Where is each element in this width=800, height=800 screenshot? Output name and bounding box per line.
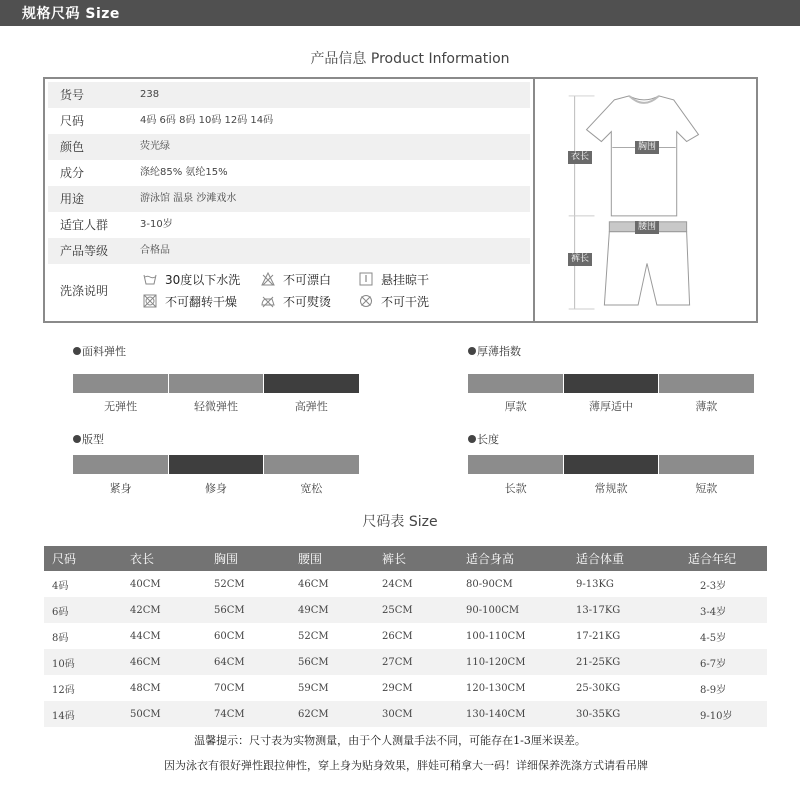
attr-option: 宽松 bbox=[300, 482, 323, 495]
table-row bbox=[44, 571, 767, 597]
info-row-age-group bbox=[48, 212, 530, 238]
wash-item: 不可干洗 bbox=[359, 293, 429, 311]
attr-title: 面料弹性 bbox=[82, 345, 126, 358]
wash-item: 30度以下水洗 bbox=[143, 271, 240, 289]
attr-option: 无弹性 bbox=[104, 400, 138, 413]
attr-option: 长款 bbox=[504, 482, 527, 495]
cell-chest: 52CM bbox=[214, 578, 245, 590]
attr-segment-active bbox=[169, 455, 264, 474]
no-iron-icon bbox=[261, 294, 275, 308]
cell-height: 130-140CM bbox=[462, 701, 572, 727]
info-value: 涤纶85% 氨纶15% bbox=[140, 167, 228, 178]
info-value: 4码 6码 8码 10码 12码 14码 bbox=[140, 115, 274, 126]
cell-height: 80-90CM bbox=[466, 578, 513, 590]
attr-scale bbox=[468, 455, 754, 474]
cell-age: 6-7岁 bbox=[682, 649, 767, 675]
attr-option: 高弹性 bbox=[294, 400, 328, 413]
cell-pants-length: 24CM bbox=[382, 578, 413, 590]
cell-top-length: 46CM bbox=[126, 649, 210, 675]
attr-segment-active bbox=[564, 455, 659, 474]
info-value: 荧光绿 bbox=[140, 141, 170, 152]
info-value: 游泳馆 温泉 沙滩戏水 bbox=[140, 193, 237, 204]
cell-weight: 25-30KG bbox=[576, 682, 621, 694]
column-header: 裤长 bbox=[378, 546, 462, 571]
attr-option: 薄厚适中 bbox=[588, 400, 633, 413]
attr-segment-active bbox=[564, 374, 659, 393]
attr-option: 修身 bbox=[204, 482, 227, 495]
attr-scale bbox=[73, 374, 359, 393]
attr-scale bbox=[468, 374, 754, 393]
cell-weight: 30-35KG bbox=[572, 701, 682, 727]
info-label: 适宜人群 bbox=[60, 218, 109, 232]
cell-age: 4-5岁 bbox=[700, 632, 727, 644]
info-label: 尺码 bbox=[60, 114, 85, 128]
cell-weight: 13-17KG bbox=[572, 597, 682, 623]
info-row-usage bbox=[48, 186, 530, 212]
attr-segment bbox=[659, 455, 754, 474]
cell-height: 100-110CM bbox=[466, 630, 526, 642]
bullet-icon bbox=[468, 435, 476, 443]
attr-option: 常规款 bbox=[594, 482, 628, 495]
cell-waist: 62CM bbox=[294, 701, 378, 727]
cell-weight: 9-13KG bbox=[576, 578, 614, 590]
bullet-icon bbox=[73, 435, 81, 443]
attr-option: 厚款 bbox=[504, 400, 527, 413]
wash-item: 不可漂白 bbox=[261, 271, 331, 289]
cell-age: 3-4岁 bbox=[682, 597, 767, 623]
cell-top-length: 48CM bbox=[130, 682, 161, 694]
attr-option: 紧身 bbox=[109, 482, 132, 495]
cell-pants-length: 25CM bbox=[378, 597, 462, 623]
cell-pants-length: 30CM bbox=[378, 701, 462, 727]
cell-weight: 17-21KG bbox=[576, 630, 621, 642]
attr-title: 版型 bbox=[82, 433, 104, 446]
info-label: 颜色 bbox=[60, 140, 85, 154]
cell-waist: 56CM bbox=[294, 649, 378, 675]
info-label: 产品等级 bbox=[60, 244, 109, 258]
cell-size: 10码 bbox=[44, 649, 126, 675]
attr-segment bbox=[659, 374, 754, 393]
table-row bbox=[44, 701, 767, 727]
attr-segment bbox=[468, 374, 563, 393]
size-chart-table bbox=[44, 546, 767, 727]
bullet-icon bbox=[468, 347, 476, 355]
column-header: 适合年纪 bbox=[682, 546, 767, 571]
no-tumble-dry-icon bbox=[143, 294, 157, 308]
table-row bbox=[44, 675, 767, 701]
cell-height: 90-100CM bbox=[462, 597, 572, 623]
info-row-size bbox=[48, 108, 530, 134]
info-value: 238 bbox=[140, 89, 160, 100]
info-label: 成分 bbox=[60, 166, 85, 180]
bullet-icon bbox=[73, 347, 81, 355]
attr-fit bbox=[73, 433, 359, 495]
cell-age: 2-3岁 bbox=[700, 580, 727, 592]
attr-option: 薄款 bbox=[695, 400, 718, 413]
table-row bbox=[44, 597, 767, 623]
cell-size: 8码 bbox=[52, 632, 69, 644]
cell-chest: 74CM bbox=[210, 701, 294, 727]
cell-size: 14码 bbox=[44, 701, 126, 727]
attr-title: 厚薄指数 bbox=[477, 345, 521, 358]
info-row-material bbox=[48, 160, 530, 186]
garment-illustration bbox=[533, 79, 756, 321]
info-row-grade bbox=[48, 238, 530, 264]
info-row-item-no bbox=[48, 82, 530, 108]
column-header: 腰围 bbox=[294, 546, 378, 571]
cell-pants-length: 29CM bbox=[382, 682, 413, 694]
tshirt-shorts-diagram-icon bbox=[535, 79, 756, 321]
table-row bbox=[44, 649, 767, 675]
top-length-tag: 衣长 bbox=[568, 151, 592, 164]
info-label: 用途 bbox=[60, 192, 85, 206]
attr-option: 轻微弹性 bbox=[193, 400, 238, 413]
measurement-tip: 温馨提示：尺寸表为实物测量，由于个人测量手法不同，可能存在1-3厘米误差。 bbox=[194, 734, 586, 747]
cell-height: 110-120CM bbox=[462, 649, 572, 675]
banner-title: 规格尺码 Size bbox=[22, 6, 120, 22]
info-row-color bbox=[48, 134, 530, 160]
cell-waist: 59CM bbox=[298, 682, 329, 694]
column-header: 尺码 bbox=[44, 546, 126, 571]
chest-tag: 胸围 bbox=[635, 141, 659, 154]
info-value: 合格品 bbox=[140, 245, 170, 256]
column-header: 胸围 bbox=[210, 546, 294, 571]
cell-waist: 46CM bbox=[298, 578, 329, 590]
product-info-box bbox=[43, 77, 758, 323]
size-chart-title: 尺码表 Size bbox=[362, 514, 438, 530]
wash-basin-icon bbox=[143, 272, 157, 286]
cell-waist: 49CM bbox=[294, 597, 378, 623]
cell-age: 8-9岁 bbox=[700, 684, 727, 696]
cell-chest: 56CM bbox=[210, 597, 294, 623]
cell-weight: 21-25KG bbox=[572, 649, 682, 675]
attr-fabric-elasticity bbox=[73, 345, 359, 413]
cell-top-length: 50CM bbox=[126, 701, 210, 727]
attr-thickness bbox=[468, 345, 754, 413]
wash-instructions-label: 洗涤说明 bbox=[60, 284, 109, 298]
attr-scale bbox=[73, 455, 359, 474]
no-bleach-icon bbox=[261, 272, 275, 286]
cell-chest: 64CM bbox=[210, 649, 294, 675]
cell-size: 4码 bbox=[52, 580, 69, 592]
wash-item: 悬挂晾干 bbox=[359, 271, 429, 289]
attr-segment bbox=[73, 374, 168, 393]
cell-waist: 52CM bbox=[298, 630, 329, 642]
cell-top-length: 42CM bbox=[126, 597, 210, 623]
no-dry-clean-icon bbox=[359, 294, 373, 308]
attr-segment bbox=[169, 374, 264, 393]
info-value: 3-10岁 bbox=[140, 219, 173, 230]
wash-item: 不可熨烫 bbox=[261, 293, 331, 311]
product-info-table bbox=[45, 79, 533, 321]
cell-top-length: 44CM bbox=[130, 630, 161, 642]
table-header-row bbox=[44, 546, 767, 571]
attr-segment bbox=[264, 455, 359, 474]
column-header: 适合体重 bbox=[572, 546, 682, 571]
cell-pants-length: 26CM bbox=[382, 630, 413, 642]
attr-segment-active bbox=[264, 374, 359, 393]
cell-height: 120-130CM bbox=[466, 682, 526, 694]
cell-pants-length: 27CM bbox=[378, 649, 462, 675]
attr-title: 长度 bbox=[477, 433, 499, 446]
table-row bbox=[44, 623, 767, 649]
attr-length bbox=[468, 433, 754, 495]
cell-size: 6码 bbox=[44, 597, 126, 623]
cell-age: 9-10岁 bbox=[682, 701, 767, 727]
hang-dry-icon bbox=[359, 272, 373, 286]
product-info-title: 产品信息 Product Information bbox=[310, 51, 510, 67]
pants-length-tag: 裤长 bbox=[568, 253, 592, 266]
attr-segment bbox=[73, 455, 168, 474]
column-header: 衣长 bbox=[126, 546, 210, 571]
top-banner bbox=[0, 0, 800, 26]
info-label: 货号 bbox=[60, 88, 85, 102]
cell-chest: 70CM bbox=[214, 682, 245, 694]
attr-segment bbox=[468, 455, 563, 474]
waist-tag: 腰围 bbox=[635, 221, 659, 234]
cell-top-length: 40CM bbox=[130, 578, 161, 590]
attr-option: 短款 bbox=[695, 482, 718, 495]
sizing-advice: 因为泳衣有很好弹性跟拉伸性，穿上身为贴身效果，胖娃可稍拿大一码！详细保养洗涤方式请看吊牌 bbox=[164, 759, 648, 772]
wash-item: 不可翻转干燥 bbox=[143, 293, 237, 311]
cell-size: 12码 bbox=[52, 684, 75, 696]
column-header: 适合身高 bbox=[462, 546, 572, 571]
cell-chest: 60CM bbox=[214, 630, 245, 642]
